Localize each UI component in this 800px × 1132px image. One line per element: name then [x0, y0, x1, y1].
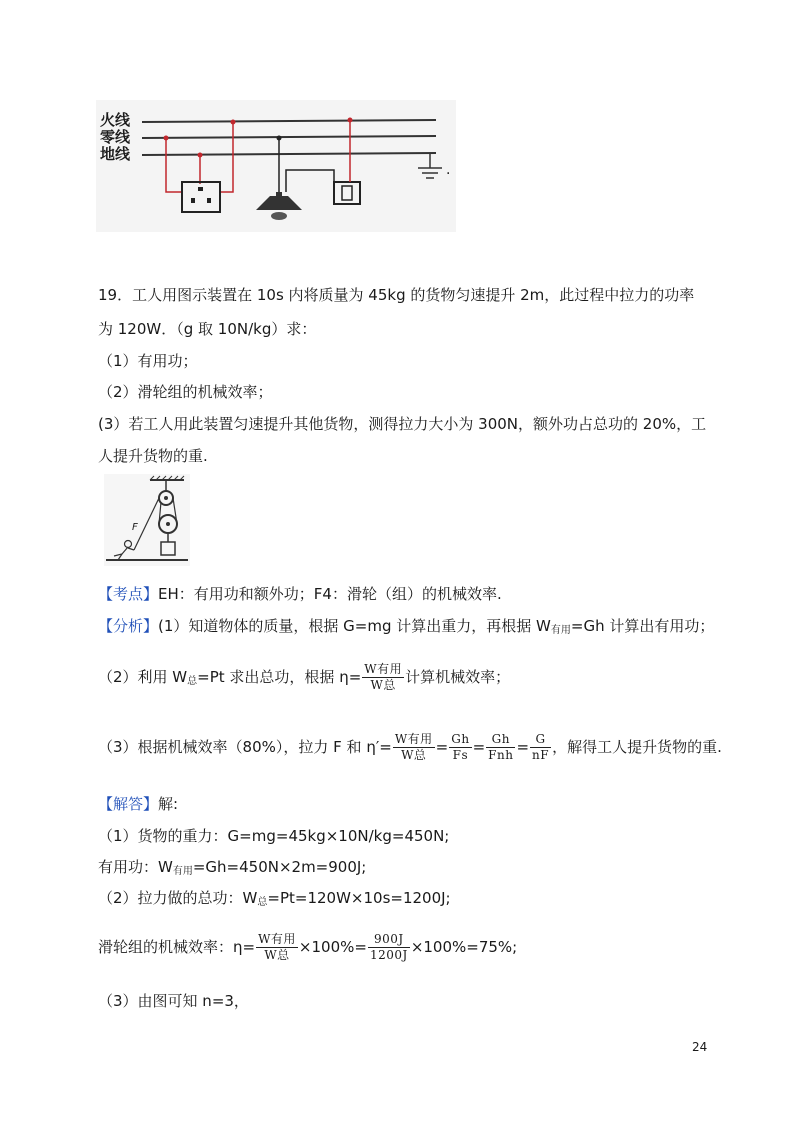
fenxi-l3-text-a: （3）根据机械效率（80%），拉力 F 和 η′= — [98, 738, 392, 756]
step4-text-a: 滑轮组的机械效率：η= — [98, 938, 256, 956]
solution-step-3 — [98, 888, 451, 913]
fenxi-tag: 【分析】 — [98, 617, 159, 635]
step3-text-b: =Pt=120W×10s=1200J; — [267, 889, 451, 907]
jieda-header — [98, 794, 178, 814]
fraction-denominator: W总 — [370, 678, 396, 692]
trailing-period: . — [446, 162, 451, 178]
label-ground-wire: 地线 — [100, 145, 131, 163]
step3-text-a: （2）拉力做的总功：W — [98, 889, 258, 907]
fenxi-line-1 — [98, 616, 714, 641]
fraction-numerator: W有用 — [394, 732, 433, 746]
fenxi-l1-subscript: 有用 — [550, 625, 571, 636]
fenxi-l2-text-b: =Pt 求出总功，根据 η= — [197, 668, 362, 686]
fraction-numerator: W有用 — [258, 932, 296, 946]
jieda-intro: 解: — [158, 795, 179, 813]
force-label: F — [132, 522, 138, 533]
fraction-3 — [486, 732, 515, 763]
fraction-numerator: Gh — [486, 732, 515, 748]
fraction-denominator: nF — [532, 748, 550, 762]
fenxi-l1-text-a: (1）知道物体的质量，根据 G=mg 计算出重力，再根据 W — [158, 617, 551, 635]
circuit-diagram — [96, 100, 456, 232]
solution-step-4 — [98, 930, 517, 964]
fraction-denominator: 1200J — [369, 948, 408, 962]
fraction-efficiency-symbolic — [256, 932, 298, 963]
pulley-drawing — [104, 474, 190, 566]
fraction-denominator: Fnh — [488, 748, 514, 762]
problem-line-1: 19．工人用图示装置在 10s 内将质量为 45kg 的货物匀速提升 2m，此过程中拉力的功率 — [98, 286, 695, 304]
fenxi-l1-text-b: =Gh 计算出有用功； — [570, 617, 715, 635]
question-3-line-1: (3）若工人用此装置匀速提升其他货物，测得拉力大小为 300N，额外功占总功的 20%，工 — [98, 415, 707, 433]
kaodian-tag: 【考点】 — [98, 585, 159, 603]
question-1: （1）有用功； — [98, 352, 198, 370]
fenxi-l3-text-b: ，解得工人提升货物的重. — [552, 738, 722, 756]
solution-step-2 — [98, 857, 366, 882]
step4-text-c: ×100%=75%; — [410, 938, 518, 956]
step2-subscript: 有用 — [172, 866, 193, 877]
fenxi-line-2 — [98, 660, 510, 699]
solution-step-1: （1）货物的重力：G=mg=45kg×10N/kg=450N; — [98, 827, 450, 845]
fraction-numerator: Gh — [451, 732, 470, 746]
fenxi-l2-subscript: 总 — [187, 676, 198, 687]
kaodian-line — [98, 584, 502, 604]
jieda-tag: 【解答】 — [98, 795, 159, 813]
kaodian-text: EH：有用功和额外功；F4：滑轮（组）的机械效率. — [158, 585, 502, 603]
fraction-efficiency-numeric — [368, 932, 410, 963]
page-number: 24 — [692, 1040, 708, 1054]
fenxi-l2-text-c: 计算机械效率； — [405, 668, 511, 686]
fraction-1 — [393, 732, 435, 763]
fraction-numerator: 900J — [368, 932, 410, 948]
step2-text-b: =Gh=450N×2m=900J; — [192, 858, 367, 876]
step2-text-a: 有用功：W — [98, 858, 173, 876]
fenxi-line-3: （3）根据机械效率（80%），拉力 F 和 η′= $\frac{\text{W有用}}{\text{W总}}$ = $\frac{Gh}{Fs}$ = $\frac{Gh}{\text{Fnh}}$ = $\frac{G}{nF}$ ，解得工人提升货物的重. — [98, 732, 722, 762]
solution-step-5: （3）由图可知 n=3， — [98, 992, 249, 1010]
label-live-wire: 火线 — [100, 111, 131, 129]
fenxi-l2-text-a: （2）利用 W — [98, 668, 188, 686]
label-neutral-wire: 零线 — [100, 128, 131, 146]
question-2: （2）滑轮组的机械效率； — [98, 383, 273, 401]
fraction-denominator: W总 — [401, 748, 427, 762]
problem-line-2: 为 120W．（g 取 10N/kg）求： — [98, 320, 317, 338]
step4-text-b: ×100%= — [298, 938, 367, 956]
question-3-line-2: 人提升货物的重. — [98, 447, 208, 465]
fraction-numerator: G — [530, 732, 551, 748]
fraction-numerator: W有用 — [364, 662, 403, 676]
pulley-figure — [104, 474, 190, 566]
fraction-denominator: Fs — [452, 748, 469, 762]
fraction-4 — [530, 732, 551, 763]
step3-subscript: 总 — [257, 897, 268, 908]
efficiency-fraction — [362, 662, 404, 693]
circuit-drawing — [96, 100, 456, 232]
fraction-2 — [449, 732, 471, 763]
fraction-denominator: W总 — [264, 948, 290, 962]
